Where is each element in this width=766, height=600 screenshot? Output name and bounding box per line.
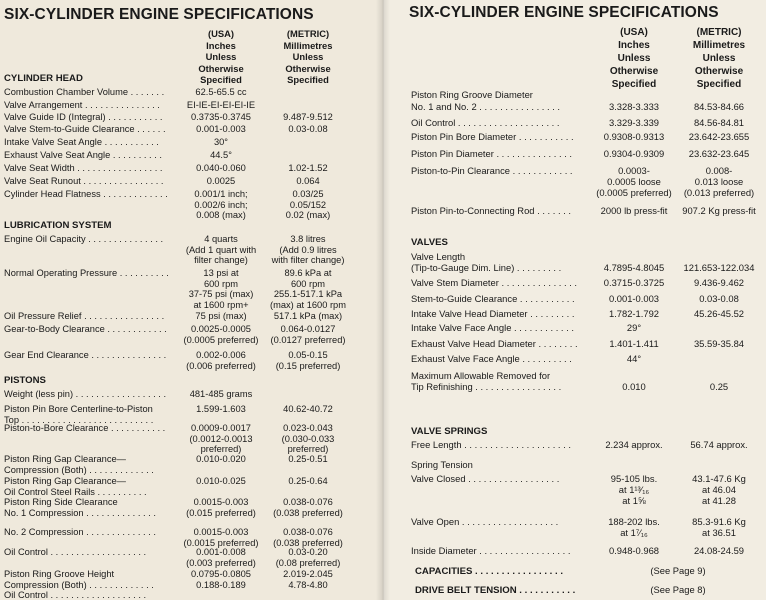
metric-value: 0.05/152 [289, 199, 327, 210]
spec-label: Valve Seat Width . . . . . . . . . . . . . . . . . [4, 163, 163, 173]
usa-value: (0.015 preferred) [186, 507, 256, 518]
metric-column-header: Otherwise [694, 66, 744, 77]
metric-value: 35.59-35.84 [693, 338, 745, 349]
spec-label: Piston Ring Groove Diameter [411, 89, 533, 100]
metric-value: 0.03-0.08 [288, 124, 328, 134]
usa-value: 44.5° [210, 150, 232, 160]
usa-value: 0.0005 loose [607, 176, 661, 188]
spec-label: (Tip-to-Gauge Dim. Line) . . . . . . . . . [411, 262, 562, 274]
capacities-label: CAPACITIES . . . . . . . . . . . . . . . . . [415, 566, 564, 577]
metric-value: (0.030-0.033 [281, 433, 335, 444]
usa-column-header: (USA) [207, 28, 235, 39]
usa-value: preferred) [200, 444, 242, 455]
spec-label: Valve Closed . . . . . . . . . . . . . . . . . . [411, 473, 560, 484]
usa-value: 0.008 (max) [196, 210, 246, 221]
usa-value: 4 quarts [204, 234, 238, 244]
usa-value: 0.002/6 inch; [194, 199, 248, 210]
metric-value: 0.013 loose [694, 176, 744, 188]
metric-value: 43.1-47.6 Kg [692, 473, 746, 484]
metric-column-header: Unless [702, 53, 736, 64]
usa-column-header: Unless [205, 51, 237, 62]
spec-label: No. 1 and No. 2 . . . . . . . . . . . . . . . . [411, 101, 561, 112]
usa-value: at 1¹³⁄₁₆ [618, 484, 650, 496]
metric-column-header: Unless [292, 51, 324, 62]
usa-column-header: Inches [618, 40, 650, 51]
spec-label: Valve Guide ID (Integral) . . . . . . . . . . . [4, 112, 163, 122]
usa-value: 481-485 grams [189, 389, 253, 399]
spec-label: Piston-to-Bore Clearance . . . . . . . . . . . [4, 423, 166, 433]
usa-value: 1.401-1.411 [609, 338, 659, 349]
usa-value: 37-75 psi (max) [188, 289, 254, 300]
usa-value: 0.040-0.060 [196, 163, 246, 173]
spec-label: Engine Oil Capacity . . . . . . . . . . . . . . . [4, 234, 164, 244]
usa-value: (0.006 preferred) [186, 360, 256, 371]
usa-value: 0.010-0.020 [196, 454, 246, 464]
usa-value: 0.188-0.189 [196, 579, 246, 590]
spec-label: Piston Pin-to-Connecting Rod . . . . . . . [411, 205, 571, 216]
usa-value: 0.010 [622, 381, 646, 393]
usa-value: at 1600 rpm+ [193, 299, 249, 310]
metric-value: at 36.51 [702, 527, 736, 539]
metric-value: 3.8 litres [290, 234, 326, 244]
metric-value: 0.25-0.51 [288, 454, 328, 464]
metric-value: 907.2 Kg press-fit [682, 205, 756, 216]
spec-label: Maximum Allowable Removed for [411, 370, 551, 381]
spec-label: Tip Refinishing . . . . . . . . . . . . . . . . . [411, 381, 562, 393]
spec-label: Piston Pin Bore Diameter . . . . . . . . . . . [411, 131, 574, 142]
metric-column-header: Otherwise [285, 62, 331, 74]
usa-column-header: Unless [617, 53, 651, 64]
usa-value: (0.003 preferred) [186, 557, 256, 568]
metric-value: 0.03-0.20 [288, 547, 328, 557]
metric-value: 85.3-91.6 Kg [692, 516, 746, 527]
usa-value: 0.001-0.008 [196, 547, 246, 557]
spec-label: Gear-to-Body Clearance . . . . . . . . . . . . [4, 324, 167, 334]
metric-value: 0.038-0.076 [283, 497, 333, 507]
spec-label: Intake Valve Face Angle . . . . . . . . . . . . [411, 322, 574, 333]
usa-value: 3.328-3.333 [608, 101, 660, 112]
spec-label: Normal Operating Pressure . . . . . . . . . . [4, 268, 169, 278]
usa-value: 0.9308-0.9313 [603, 131, 665, 142]
usa-value: at 1⁷⁄₁₆ [620, 527, 648, 539]
metric-value: 84.53-84.66 [693, 101, 745, 112]
metric-value: 84.56-84.81 [693, 117, 745, 128]
metric-value: 56.74 approx. [690, 439, 748, 450]
usa-value: (Add 1 quart with [185, 244, 257, 255]
metric-value: 0.038-0.076 [283, 527, 333, 537]
usa-value: 1.599-1.603 [196, 404, 246, 414]
usa-value: (0.0005 preferred) [183, 334, 259, 345]
spec-label: Oil Control Steel Rails . . . . . . . . . . [4, 486, 147, 497]
metric-value: 24.08-24.59 [693, 545, 745, 556]
usa-value: 1.782-1.792 [608, 308, 660, 319]
spec-label: Piston Ring Side Clearance [4, 497, 118, 507]
book-spine [376, 0, 390, 600]
usa-value: 0.0009-0.0017 [191, 423, 251, 433]
section-heading: VALVES [411, 237, 448, 248]
usa-value: (0.0012-0.0013 [189, 433, 253, 444]
usa-value: 0.010-0.025 [196, 476, 246, 486]
usa-value: 0.001-0.003 [196, 124, 246, 134]
usa-value: 0.9304-0.9309 [603, 148, 665, 159]
spec-label: Stem-to-Guide Clearance . . . . . . . . . . . [411, 293, 575, 304]
metric-value: at 41.28 [702, 495, 736, 507]
usa-value: 0.001-0.003 [608, 293, 660, 304]
usa-column-header: Otherwise [609, 66, 659, 77]
metric-value: (0.0127 preferred) [270, 334, 346, 345]
usa-value: 0.948-0.968 [608, 545, 660, 556]
metric-value: 2.019-2.045 [283, 569, 333, 579]
metric-column-header: Millimetres [692, 40, 746, 51]
spec-label: Oil Control . . . . . . . . . . . . . . . . . . . . [411, 117, 560, 128]
metric-column-header: (METRIC) [696, 27, 742, 38]
metric-value: (0.038 preferred) [273, 537, 343, 548]
spec-label: Intake Valve Seat Angle . . . . . . . . . . . [4, 137, 159, 147]
usa-value: 0.0003- [618, 165, 650, 176]
spec-label: Inside Diameter . . . . . . . . . . . . . . . . . . [411, 545, 571, 556]
usa-value: 62.5-65.5 cc [195, 87, 247, 97]
metric-column-header: Millimetres [283, 39, 333, 51]
section-heading: PISTONS [4, 375, 46, 386]
usa-value: 0.3715-0.3725 [603, 277, 665, 288]
spec-label: Spring Tension [411, 459, 473, 470]
metric-column-header: Specified [696, 79, 742, 90]
spec-label: Piston-to-Pin Clearance . . . . . . . . . . . . [411, 165, 573, 176]
spec-label: Valve Stem Diameter . . . . . . . . . . . . . . . [411, 277, 578, 288]
metric-value: with filter change) [271, 255, 345, 266]
usa-value: at 1⅝ [622, 495, 646, 507]
spec-label: Top . . . . . . . . . . . . . . . . . . . . . . . . . . [4, 414, 154, 425]
metric-column-header: Specified [287, 74, 329, 85]
usa-value: 3.329-3.339 [608, 117, 660, 128]
metric-value: 0.05-0.15 [288, 350, 328, 360]
usa-value: 0.002-0.006 [196, 350, 246, 360]
metric-value: (max) at 1600 rpm [270, 299, 346, 310]
metric-column-header: (METRIC) [286, 28, 330, 39]
metric-value: 0.064-0.0127 [280, 324, 336, 334]
usa-value: 600 rpm [203, 278, 239, 289]
usa-value: 75 psi (max) [195, 311, 247, 321]
usa-value: 188-202 lbs. [608, 516, 660, 527]
usa-value: 4.7895-4.8045 [603, 262, 665, 274]
usa-value: 29° [626, 322, 642, 333]
metric-value: 1.02-1.52 [288, 163, 328, 173]
usa-value: 0.0795-0.0805 [191, 569, 251, 579]
metric-value: 0.25-0.64 [288, 476, 328, 486]
spec-label: Exhaust Valve Head Diameter . . . . . . . . [411, 338, 578, 349]
spec-label: Piston Ring Gap Clearance— [4, 454, 126, 464]
metric-value: (0.08 preferred) [275, 557, 341, 568]
metric-value: 4.78-4.80 [288, 579, 328, 590]
spec-label: Combustion Chamber Volume . . . . . . . [4, 87, 165, 97]
spec-label: Exhaust Valve Seat Angle . . . . . . . . . . [4, 150, 162, 160]
usa-column-header: Otherwise [198, 62, 244, 74]
spec-label: Weight (less pin) . . . . . . . . . . . . . . . . . . [4, 389, 167, 399]
spec-label: Cylinder Head Flatness . . . . . . . . . . . . . [4, 189, 168, 199]
metric-value: 0.02 (max) [285, 210, 331, 221]
spec-label: Piston Pin Diameter . . . . . . . . . . . . . . . [411, 148, 572, 159]
metric-value: 45.26-45.52 [693, 308, 745, 319]
usa-value: (0.0005 preferred) [596, 187, 672, 199]
right-page [383, 0, 766, 600]
page-title: SIX-CYLINDER ENGINE SPECIFICATIONS [4, 6, 314, 23]
usa-value: 0.0025 [206, 176, 236, 186]
metric-value: 9.436-9.462 [693, 277, 745, 288]
spec-label: Valve Stem-to-Guide Clearance . . . . . . [4, 124, 166, 134]
spec-label: Piston Ring Groove Height [4, 569, 115, 579]
spec-label: Piston Ring Gap Clearance— [4, 476, 126, 486]
spec-label: Exhaust Valve Face Angle . . . . . . . . . . [411, 353, 572, 364]
usa-value: 2000 lb press-fit [600, 205, 668, 216]
spec-label: Valve Arrangement . . . . . . . . . . . . . . . [4, 100, 160, 110]
usa-column-header: Specified [200, 74, 242, 85]
spec-label: Gear End Clearance . . . . . . . . . . . . . . . [4, 350, 167, 360]
capacities-value: (See Page 9) [650, 565, 706, 576]
metric-value: preferred) [287, 444, 329, 455]
spec-label: Compression (Both) . . . . . . . . . . . . . [4, 579, 154, 590]
usa-value: filter change) [194, 255, 248, 266]
drive-belt-tension-value: (See Page 8) [650, 584, 706, 595]
spec-label: Valve Seat Runout . . . . . . . . . . . . . . . . [4, 176, 164, 186]
metric-value: 89.6 kPa at [284, 268, 332, 278]
usa-value: 0.001/1 inch; [194, 189, 248, 199]
metric-value: 121.653-122.034 [683, 262, 755, 274]
metric-value: 0.25 [709, 381, 729, 393]
usa-column-header: Specified [611, 79, 657, 90]
section-heading: LUBRICATION SYSTEM [4, 220, 112, 231]
section-heading: VALVE SPRINGS [411, 426, 488, 437]
spec-label: Oil Control . . . . . . . . . . . . . . . . . . . [4, 590, 147, 600]
metric-value: (0.15 preferred) [275, 360, 341, 371]
spec-label: No. 2 Compression . . . . . . . . . . . . . . [4, 527, 156, 537]
metric-value: 23.642-23.655 [688, 131, 750, 142]
metric-value: 40.62-40.72 [283, 404, 333, 414]
metric-value: 517.1 kPa (max) [273, 311, 343, 321]
metric-value: 0.064 [296, 176, 320, 186]
metric-value: 0.023-0.043 [283, 423, 333, 433]
usa-value: 95-105 lbs. [610, 473, 658, 484]
usa-value: 0.3735-0.3745 [191, 112, 251, 122]
metric-value: (Add 0.9 litres [279, 244, 337, 255]
spec-label: Valve Open . . . . . . . . . . . . . . . . . . . [411, 516, 559, 527]
usa-value: EI-IE-EI-EI-EI-IE [186, 100, 256, 110]
usa-column-header: (USA) [620, 27, 648, 38]
metric-value: at 46.04 [702, 484, 736, 496]
section-heading: CYLINDER HEAD [4, 73, 83, 84]
usa-value: 13 psi at [203, 268, 239, 278]
metric-value: 255.1-517.1 kPa [273, 289, 343, 300]
spec-label: Piston Pin Bore Centerline-to-Piston [4, 404, 153, 414]
metric-value: 0.008- [705, 165, 733, 176]
usa-value: (0.0015 preferred) [183, 537, 259, 548]
spec-label: Free Length . . . . . . . . . . . . . . . . . . . . . [411, 439, 571, 450]
metric-value: 23.632-23.645 [688, 148, 750, 159]
usa-value: 44° [626, 353, 642, 364]
spec-label: No. 1 Compression . . . . . . . . . . . . . . [4, 507, 156, 518]
spec-label: Intake Valve Head Diameter . . . . . . . . . [411, 308, 575, 319]
spec-label: Oil Pressure Relief . . . . . . . . . . . . . . . . [4, 311, 165, 321]
spec-label: Compression (Both) . . . . . . . . . . . . . [4, 464, 154, 475]
page-title: SIX-CYLINDER ENGINE SPECIFICATIONS [409, 4, 719, 21]
metric-value: 0.03/25 [292, 189, 324, 199]
metric-value: (0.038 preferred) [273, 507, 343, 518]
spec-label: Oil Control . . . . . . . . . . . . . . . . . . . [4, 547, 147, 557]
usa-value: 2.234 approx. [605, 439, 663, 450]
metric-value: 9.487-9.512 [283, 112, 333, 122]
usa-value: 0.0015-0.003 [193, 527, 249, 537]
metric-value: (0.013 preferred) [683, 187, 755, 199]
usa-value: 0.0015-0.003 [193, 497, 249, 507]
spec-label: Valve Length [411, 251, 466, 262]
usa-value: 30° [213, 137, 229, 147]
usa-column-header: Inches [206, 39, 236, 51]
drive-belt-tension-label: DRIVE BELT TENSION . . . . . . . . . . . [415, 585, 576, 596]
usa-value: 0.0025-0.0005 [191, 324, 251, 334]
metric-value: 600 rpm [290, 278, 326, 289]
metric-value: 0.03-0.08 [699, 293, 739, 304]
